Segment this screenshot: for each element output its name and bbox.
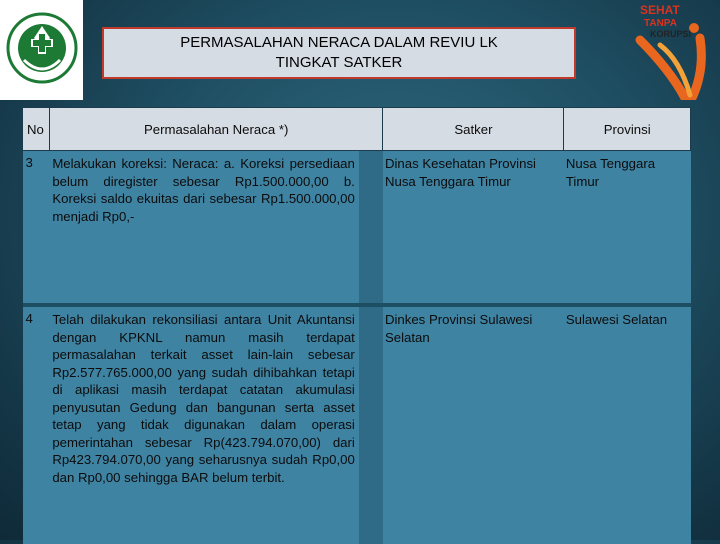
row-provinsi: Nusa Tenggara Timur: [564, 151, 691, 306]
table-row: [23, 151, 691, 306]
bakti-husada-logo: [0, 0, 83, 100]
page-title: [102, 27, 576, 79]
table-header-row: [23, 108, 691, 151]
svg-text:SEHAT: SEHAT: [640, 3, 680, 17]
row-permasalahan: Melakukan koreksi: Neraca: a. Koreksi persediaan belum diregister sebesar Rp1.500.000,00 b. Koreksi saldo ekuitas dari sebesar Rp1.500.000,00 menjadi Rp0,-: [49, 151, 359, 306]
row-provinsi: Sulawesi Selatan: [564, 305, 691, 544]
bakti-husada-emblem-icon: [4, 8, 80, 92]
column-header-satker: Satker: [383, 108, 564, 151]
problems-table: [22, 107, 691, 544]
svg-text:TANPA: TANPA: [644, 18, 677, 29]
column-header-no: No: [23, 108, 50, 151]
row-satker: Dinkes Provinsi Sulawesi Selatan: [383, 305, 564, 544]
row-permasalahan: Telah dilakukan rekonsiliasi antara Unit Akuntansi dengan KPKNL namun masih terdapat permasalahan terkait asset lain-lain sebesar Rp2.577.765.000,00 yang sudah dihibahkan tetapi di aplikasi masih terdapat catatan akumulasi penyusutan Gedung dan bangunan serta asset tetap yang tidak digunakan dalam operasi pemerintahan sebesar Rp(423.794.070,00) dari Rp423.794.070,00 yang seharusnya sudah Rp0,00 dan Rp0,00 sehingga BAR belum terbit.: [49, 305, 359, 544]
sehat-tanpa-korupsi-logo: [630, 0, 720, 100]
page-title-text: PERMASALAHAN NERACA DALAM REVIU LK TINGKAT SATKER: [180, 34, 498, 71]
row-no: 4: [23, 305, 50, 544]
table-row: [23, 305, 691, 544]
row-spacer: [359, 151, 383, 306]
column-header-permasalahan: Permasalahan Neraca *): [49, 108, 383, 151]
sehat-tanpa-korupsi-icon: [630, 0, 720, 100]
row-satker: Dinas Kesehatan Provinsi Nusa Tenggara Timur: [383, 151, 564, 306]
row-no: 3: [23, 151, 50, 306]
column-header-provinsi: Provinsi: [564, 108, 691, 151]
svg-text:KORUPSI: KORUPSI: [650, 29, 692, 39]
row-spacer: [359, 305, 383, 544]
